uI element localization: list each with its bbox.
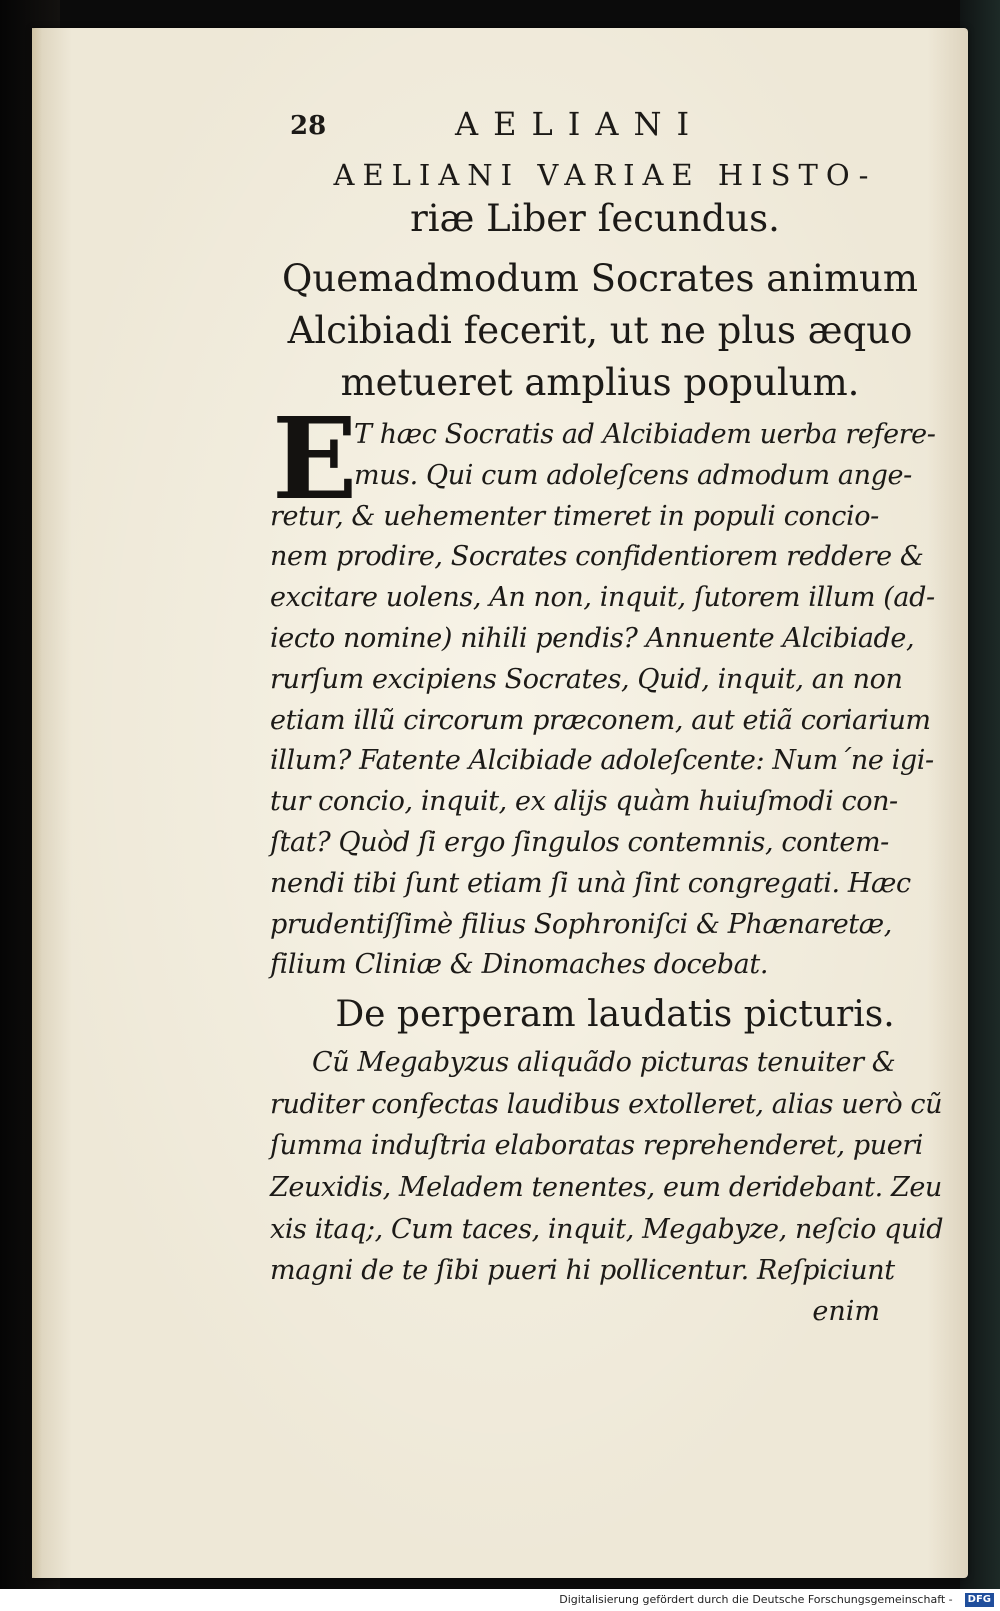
text-line: nendi tibi ſunt etiam ſi unà ſint congregati. Hæc [270, 867, 911, 899]
text-line: Zeuxidis, Meladem tenentes, eum deridebant. Zeu [270, 1171, 942, 1203]
text-line: T hæc Socratis ad Alcibiadem uerba refere- [354, 419, 936, 450]
chapter-title-line: metueret amplius populum. [340, 361, 860, 404]
text-line: tur concio, inquit, ex alijs quàm huiuſmodi con- [270, 786, 898, 818]
text-line: xis itaq;, Cum taces, inquit, Megabyze, neſcio quid [270, 1213, 944, 1245]
book-title: AELIANI VARIAE HISTO- [333, 158, 877, 192]
chapter-title-line: Alcibiadi fecerit, ut ne plus æquo [287, 309, 913, 352]
text-line: etiam illũ circorum præconem, aut etiã coriarium [270, 704, 931, 736]
page-number: 28 [290, 111, 327, 141]
text-line: magni de te ſibi pueri hi pollicentur. Reſpiciunt [270, 1255, 895, 1287]
text-line: iecto nomine) nihili pendis? Annuente Alcibiade, [270, 622, 915, 654]
section-title: De perperam laudatis picturis. [335, 994, 895, 1036]
text-line: ruditer confectas laudibus extolleret, alias uerò cũ [270, 1088, 943, 1120]
text-line: illum? Fatente Alcibiade adoleſcente: Num´ne igi- [270, 745, 934, 777]
text-line: excitare uolens, An non, inquit, ſutorem illum (ad- [270, 582, 935, 614]
section-body [270, 1042, 944, 1292]
page-text-block [270, 105, 944, 1332]
text-line: mus. Qui cum adoleſcens admodum ange- [354, 459, 912, 491]
chapter-title [270, 253, 930, 409]
running-title: AELIANI [455, 105, 705, 143]
page-gutter-shadow [32, 28, 42, 1578]
text-line: retur, & uehementer timeret in populi concio- [270, 500, 879, 532]
catchword: enim [812, 1295, 880, 1327]
chapter-body [270, 394, 936, 986]
dfg-logo: DFG [965, 1593, 994, 1607]
credit-text: Digitalisierung gefördert durch die Deutsche Forschungsgemeinschaft - [559, 1593, 953, 1606]
text-line: Cũ Megabyzus aliquãdo picturas tenuiter & [312, 1047, 896, 1079]
text-line: ſtat? Quòd ſi ergo ſingulos contemnis, contem- [270, 826, 889, 858]
drop-cap: E [272, 394, 357, 525]
chapter-title-line: Quemadmodum Socrates animum [282, 257, 918, 300]
text-line: rurſum excipiens Socrates, Quid, inquit, an non [270, 663, 903, 695]
text-line: nem prodire, Socrates confidentiorem reddere & [270, 541, 924, 573]
text-line: filium Cliniæ & Dinomaches docebat. [270, 949, 769, 981]
text-line: prudentiſſimè filius Sophroniſci & Phænaretæ, [270, 908, 892, 940]
text-line: ſumma induſtria elaboratas reprehenderet, pueri [270, 1130, 924, 1162]
running-head [270, 105, 920, 153]
digitization-credit [0, 1589, 1000, 1611]
book-subtitle: riæ Liber ſecundus. [410, 197, 780, 240]
